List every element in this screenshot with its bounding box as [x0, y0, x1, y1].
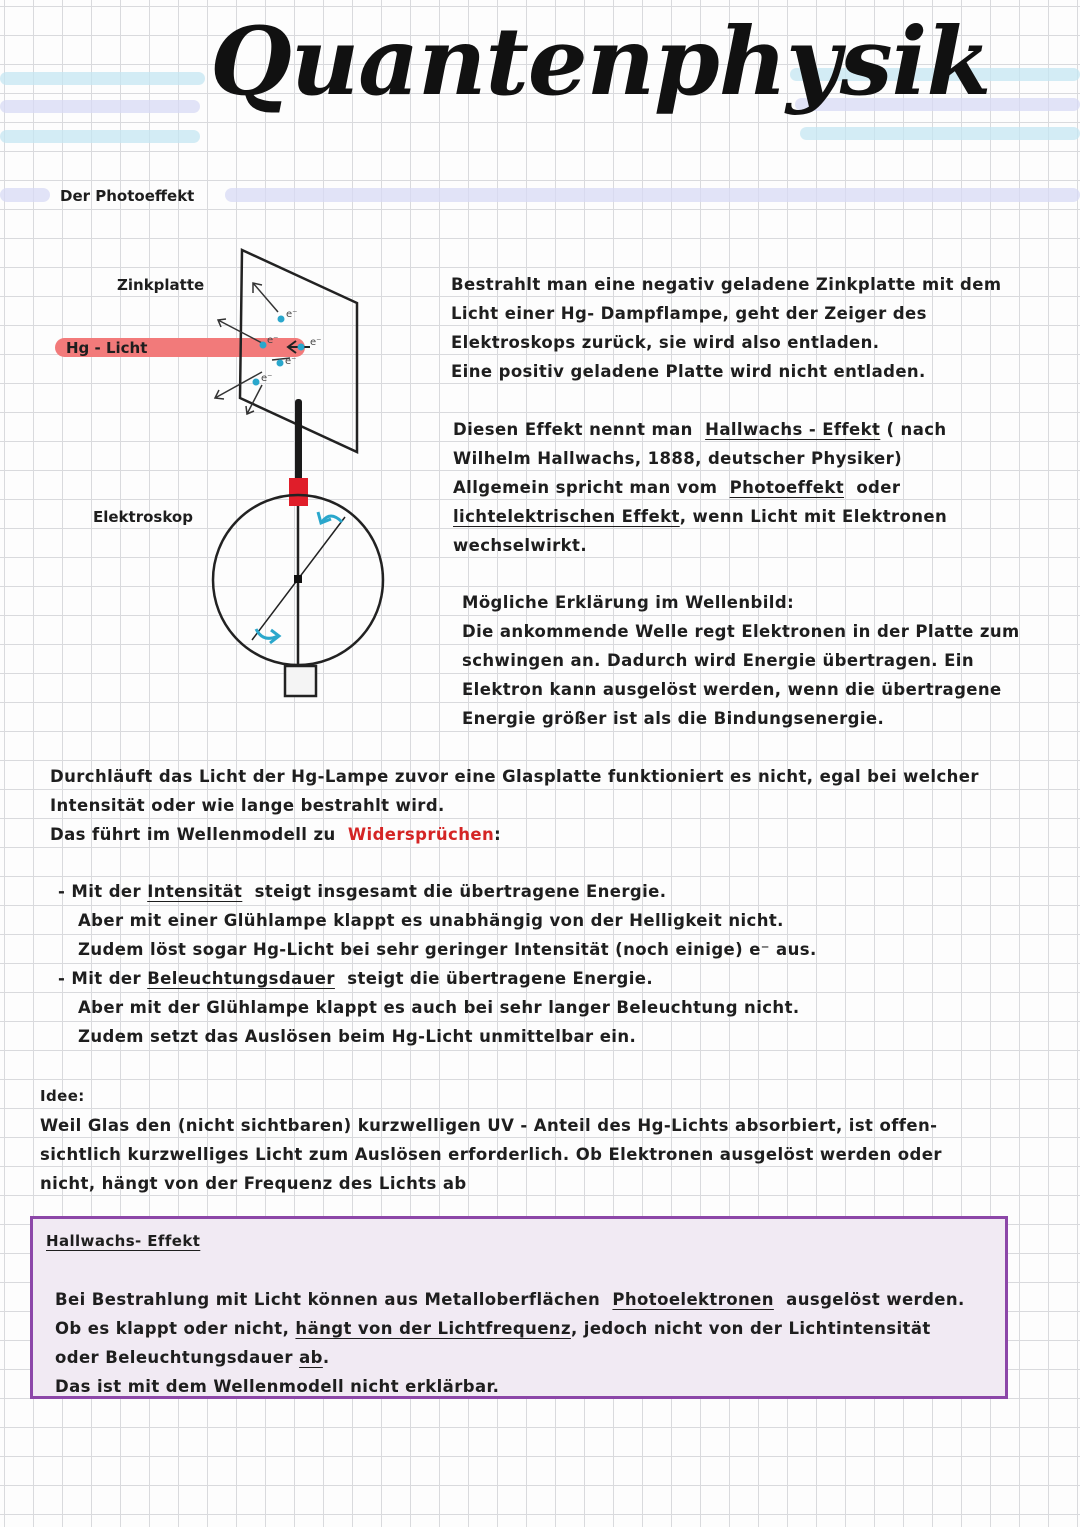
text-line: schwingen an. Dadurch wird Energie übertragen. Ein — [462, 651, 974, 670]
text-line: Aber mit der Glühlampe klappt es auch bei sehr langer Beleuchtung nicht. — [78, 998, 800, 1017]
term-lichtfrequenz: hängt von der Lichtfrequenz — [295, 1319, 571, 1338]
header-band — [0, 72, 205, 85]
text-line: Bestrahlt man eine negativ geladene Zinkplatte mit dem — [451, 275, 1002, 294]
label-elektroskop: Elektroskop — [93, 508, 193, 526]
text: Allgemein spricht man vom — [453, 478, 718, 497]
text-line: Zudem setzt das Auslösen beim Hg-Licht unmittelbar ein. — [78, 1027, 637, 1046]
section-heading: Der Photoeffekt — [60, 187, 195, 205]
definition-text — [55, 1285, 965, 1401]
term-hallwachs-effekt: Hallwachs - Effekt — [705, 420, 881, 439]
header-band — [800, 127, 1080, 140]
text-line: Wilhelm Hallwachs, 1888, deutscher Physiker) — [453, 449, 903, 468]
term-ab: ab — [299, 1348, 323, 1367]
wave-heading: Mögliche Erklärung im Wellenbild: — [462, 593, 795, 612]
electroscope-rod — [295, 399, 302, 489]
text: : — [494, 825, 502, 844]
svg-text:e⁻: e⁻ — [310, 337, 322, 348]
glass-paragraph — [50, 762, 979, 849]
text: - Mit der — [58, 969, 142, 988]
text: - Mit der — [58, 882, 142, 901]
term-intensitaet: Intensität — [147, 882, 243, 901]
text: ( nach — [886, 420, 947, 439]
text: oder — [856, 478, 901, 497]
term-lichtelektrischer-effekt: lichtelektrischen Effekt — [453, 507, 680, 526]
section-band — [0, 188, 50, 202]
label-zinkplatte: Zinkplatte — [117, 276, 205, 294]
header-band — [0, 100, 200, 113]
text-line: Energie größer ist als die Bindungsenergie. — [462, 709, 885, 728]
text-line: Eine positiv geladene Platte wird nicht entladen. — [451, 362, 926, 381]
term-beleuchtungsdauer: Beleuchtungsdauer — [147, 969, 335, 988]
wave-explanation — [462, 588, 1020, 733]
page-title: Quantenphysik — [210, 7, 991, 117]
text: Das führt im Wellenmodell zu — [50, 825, 336, 844]
text-line: Aber mit einer Glühlampe klappt es unabhängig von der Helligkeit nicht. — [78, 911, 784, 930]
svg-text:e⁻: e⁻ — [286, 309, 298, 320]
term-widersprueche: Widersprüchen — [347, 825, 495, 844]
definition-box — [30, 1216, 1008, 1399]
text-line: wechselwirkt. — [453, 536, 587, 555]
text-line: Die ankommende Welle regt Elektronen in der Platte zum — [462, 622, 1020, 641]
text-line: Durchläuft das Licht der Hg-Lampe zuvor eine Glasplatte funktioniert es nicht, egal bei welcher — [50, 767, 979, 786]
electroscope-clamp — [289, 478, 308, 506]
effect-paragraph — [453, 415, 947, 560]
label-hg-licht: Hg - Licht — [66, 339, 148, 357]
text: Ob es klappt oder nicht, — [55, 1319, 290, 1338]
text: steigt insgesamt die übertragene Energie. — [254, 882, 667, 901]
text-line: Zudem löst sogar Hg-Licht bei sehr geringer Intensität (noch einige) e⁻ aus. — [78, 940, 817, 959]
intro-paragraph — [451, 270, 1001, 386]
svg-text:e⁻: e⁻ — [261, 373, 273, 384]
text-line: Elektroskops zurück, sie wird also entladen. — [451, 333, 880, 352]
text-line: nicht, hängt von der Frequenz des Lichts ab — [40, 1174, 467, 1193]
text-line: Elektron kann ausgelöst werden, wenn die übertragene — [462, 680, 1002, 699]
text-line: Licht einer Hg- Dampflampe, geht der Zeiger des — [451, 304, 927, 323]
term-photoeffekt: Photoeffekt — [729, 478, 845, 497]
svg-text:e⁻: e⁻ — [267, 335, 279, 346]
idea-heading: Idee: — [40, 1087, 85, 1105]
text: steigt die übertragene Energie. — [347, 969, 654, 988]
text-line: Weil Glas den (nicht sichtbaren) kurzwelligen UV - Anteil des Hg-Lichts absorbiert, ist offen- — [40, 1116, 938, 1135]
text-line: sichtlich kurzwelliges Licht zum Auslösen erforderlich. Ob Elektronen ausgelöst werden oder — [40, 1145, 942, 1164]
text: Diesen Effekt nennt man — [453, 420, 693, 439]
text: Bei Bestrahlung mit Licht können aus Metalloberflächen — [55, 1290, 601, 1309]
text-line: Intensität oder wie lange bestrahlt wird. — [50, 796, 445, 815]
idea-paragraph — [40, 1082, 942, 1198]
header-band — [0, 130, 200, 143]
text: . — [322, 1348, 330, 1367]
electroscope-base — [285, 666, 316, 696]
text: , jedoch nicht von der Lichtintensität — [570, 1319, 931, 1338]
contradictions-list — [58, 877, 817, 1051]
definition-heading: Hallwachs- Effekt — [46, 1232, 201, 1250]
text: ausgelöst werden. — [786, 1290, 965, 1309]
term-photoelektronen: Photoelektronen — [612, 1290, 774, 1309]
text-line: Das ist mit dem Wellenmodell nicht erklärbar. — [55, 1377, 500, 1396]
svg-text:e⁻: e⁻ — [285, 356, 297, 367]
text: , wenn Licht mit Elektronen — [679, 507, 948, 526]
text: oder Beleuchtungsdauer — [55, 1348, 293, 1367]
photoeffect-diagram — [40, 240, 420, 710]
section-band — [225, 188, 1080, 202]
